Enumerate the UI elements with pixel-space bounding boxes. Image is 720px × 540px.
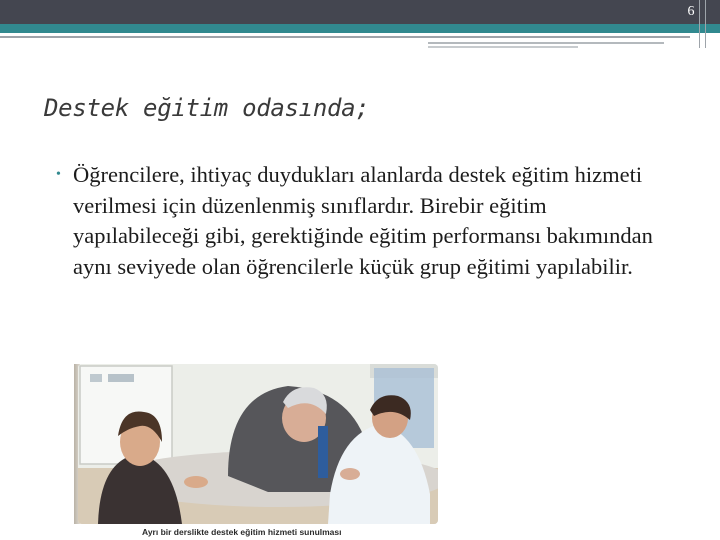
accent-band (0, 24, 720, 33)
page-number: 6 (687, 4, 695, 19)
divider-line-shorter (428, 46, 578, 48)
vertical-divider (699, 0, 700, 48)
bullet-icon: • (56, 167, 61, 182)
bullet-text: Öğrencilere, ihtiyaç duydukları alanlarda destek eğitim hizmeti verilmesi için düzenlenmiş sınıflardır. Birebir eğitim yapılabileceği gibi, gerektiğinde eğitim performansı bakımından aynı seviyede olan öğrencilerle küçük grup eğitimi yapılabilir. (73, 162, 653, 279)
divider-line-short (428, 42, 664, 44)
bullet-item (56, 160, 676, 282)
photo-caption: Ayrı bir derslikte destek eğitim hizmeti sunulması (142, 527, 342, 537)
divider-line (0, 36, 690, 38)
slide-title: Destek eğitim odasında; (44, 94, 370, 122)
classroom-photo (78, 364, 438, 524)
vertical-divider (705, 0, 706, 48)
classroom-photo-icon (78, 364, 438, 524)
top-bar (0, 0, 720, 24)
